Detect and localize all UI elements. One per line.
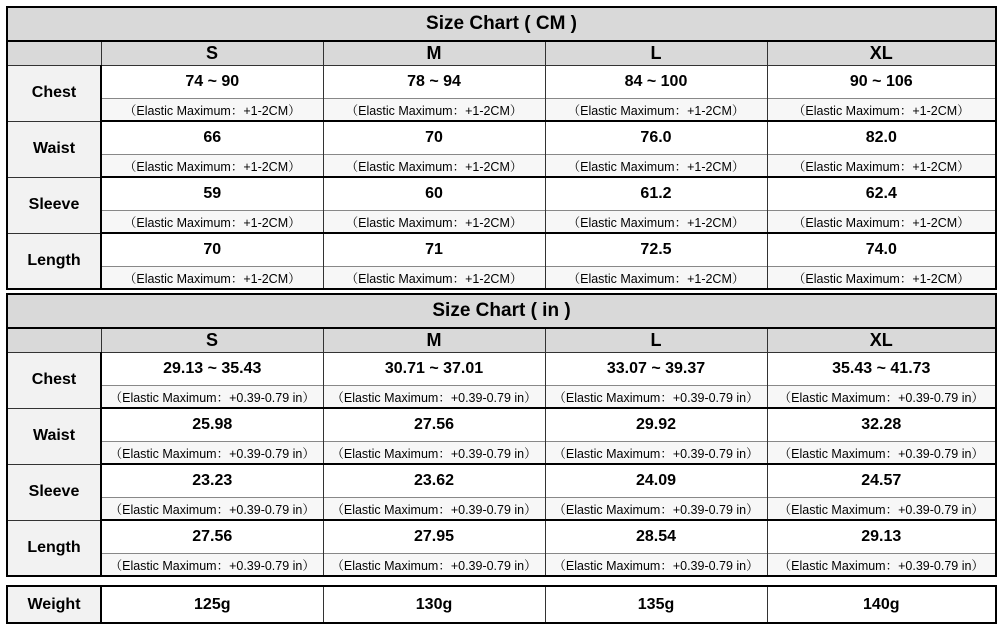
value-cell: 27.56: [101, 520, 323, 554]
value-cell: 70: [323, 121, 545, 155]
row-label-chest: Chest: [7, 66, 101, 122]
value-cell: 59: [101, 177, 323, 211]
elastic-note: （Elastic Maximum：+0.39-0.79 in）: [767, 498, 996, 521]
value-cell: 32.28: [767, 408, 996, 442]
elastic-note: （Elastic Maximum：+0.39-0.79 in）: [545, 498, 767, 521]
weight-value: 140g: [767, 586, 996, 623]
elastic-note: （Elastic Maximum：+1-2CM）: [323, 211, 545, 234]
elastic-note: （Elastic Maximum：+1-2CM）: [101, 99, 323, 122]
size-chart-cm: [6, 6, 997, 290]
elastic-note: （Elastic Maximum：+1-2CM）: [323, 155, 545, 178]
weight-value: 130g: [323, 586, 545, 623]
row-label-length: Length: [7, 233, 101, 289]
elastic-note: （Elastic Maximum：+1-2CM）: [545, 267, 767, 290]
elastic-note: （Elastic Maximum：+1-2CM）: [101, 211, 323, 234]
value-cell: 33.07 ~ 39.37: [545, 353, 767, 386]
elastic-note: （Elastic Maximum：+0.39-0.79 in）: [545, 386, 767, 409]
value-cell: 28.54: [545, 520, 767, 554]
weight-table: [6, 585, 997, 624]
elastic-note: （Elastic Maximum：+0.39-0.79 in）: [101, 498, 323, 521]
value-cell: 23.23: [101, 464, 323, 498]
value-cell: 70: [101, 233, 323, 267]
elastic-note: （Elastic Maximum：+1-2CM）: [545, 99, 767, 122]
elastic-note: （Elastic Maximum：+0.39-0.79 in）: [101, 442, 323, 465]
size-header-s: S: [101, 41, 323, 66]
row-label-waist: Waist: [7, 121, 101, 177]
elastic-note: （Elastic Maximum：+1-2CM）: [545, 211, 767, 234]
value-cell: 74 ~ 90: [101, 66, 323, 99]
elastic-note: （Elastic Maximum：+0.39-0.79 in）: [767, 554, 996, 577]
value-cell: 71: [323, 233, 545, 267]
elastic-note: （Elastic Maximum：+1-2CM）: [323, 267, 545, 290]
row-label-length: Length: [7, 520, 101, 576]
size-header-m: M: [323, 328, 545, 353]
value-cell: 60: [323, 177, 545, 211]
value-cell: 62.4: [767, 177, 996, 211]
value-cell: 24.57: [767, 464, 996, 498]
row-label-sleeve: Sleeve: [7, 177, 101, 233]
value-cell: 27.95: [323, 520, 545, 554]
value-cell: 27.56: [323, 408, 545, 442]
elastic-note: （Elastic Maximum：+1-2CM）: [767, 211, 996, 234]
value-cell: 82.0: [767, 121, 996, 155]
elastic-note: （Elastic Maximum：+1-2CM）: [323, 99, 545, 122]
size-header-l: L: [545, 41, 767, 66]
corner-cell: [7, 328, 101, 353]
row-label-waist: Waist: [7, 408, 101, 464]
value-cell: 30.71 ~ 37.01: [323, 353, 545, 386]
elastic-note: （Elastic Maximum：+1-2CM）: [767, 267, 996, 290]
size-header-l: L: [545, 328, 767, 353]
value-cell: 72.5: [545, 233, 767, 267]
value-cell: 29.13: [767, 520, 996, 554]
row-label-chest: Chest: [7, 353, 101, 409]
value-cell: 23.62: [323, 464, 545, 498]
elastic-note: （Elastic Maximum：+1-2CM）: [545, 155, 767, 178]
row-label-weight: Weight: [7, 586, 101, 623]
elastic-note: （Elastic Maximum：+0.39-0.79 in）: [323, 554, 545, 577]
size-chart-in: [6, 293, 997, 577]
elastic-note: （Elastic Maximum：+0.39-0.79 in）: [767, 386, 996, 409]
chart-title: Size Chart ( in ): [7, 294, 996, 328]
value-cell: 25.98: [101, 408, 323, 442]
row-label-sleeve: Sleeve: [7, 464, 101, 520]
value-cell: 90 ~ 106: [767, 66, 996, 99]
elastic-note: （Elastic Maximum：+1-2CM）: [767, 99, 996, 122]
value-cell: 29.13 ~ 35.43: [101, 353, 323, 386]
value-cell: 76.0: [545, 121, 767, 155]
elastic-note: （Elastic Maximum：+1-2CM）: [101, 267, 323, 290]
elastic-note: （Elastic Maximum：+1-2CM）: [101, 155, 323, 178]
elastic-note: （Elastic Maximum：+0.39-0.79 in）: [323, 386, 545, 409]
value-cell: 61.2: [545, 177, 767, 211]
elastic-note: （Elastic Maximum：+0.39-0.79 in）: [545, 554, 767, 577]
elastic-note: （Elastic Maximum：+0.39-0.79 in）: [323, 442, 545, 465]
elastic-note: （Elastic Maximum：+0.39-0.79 in）: [101, 554, 323, 577]
value-cell: 35.43 ~ 41.73: [767, 353, 996, 386]
elastic-note: （Elastic Maximum：+0.39-0.79 in）: [323, 498, 545, 521]
elastic-note: （Elastic Maximum：+0.39-0.79 in）: [545, 442, 767, 465]
corner-cell: [7, 41, 101, 66]
elastic-note: （Elastic Maximum：+0.39-0.79 in）: [767, 442, 996, 465]
value-cell: 84 ~ 100: [545, 66, 767, 99]
value-cell: 29.92: [545, 408, 767, 442]
weight-value: 125g: [101, 586, 323, 623]
size-header-m: M: [323, 41, 545, 66]
elastic-note: （Elastic Maximum：+1-2CM）: [767, 155, 996, 178]
size-header-s: S: [101, 328, 323, 353]
value-cell: 66: [101, 121, 323, 155]
size-header-xl: XL: [767, 41, 996, 66]
chart-title: Size Chart ( CM ): [7, 7, 996, 41]
size-header-xl: XL: [767, 328, 996, 353]
value-cell: 74.0: [767, 233, 996, 267]
weight-value: 135g: [545, 586, 767, 623]
elastic-note: （Elastic Maximum：+0.39-0.79 in）: [101, 386, 323, 409]
value-cell: 24.09: [545, 464, 767, 498]
value-cell: 78 ~ 94: [323, 66, 545, 99]
